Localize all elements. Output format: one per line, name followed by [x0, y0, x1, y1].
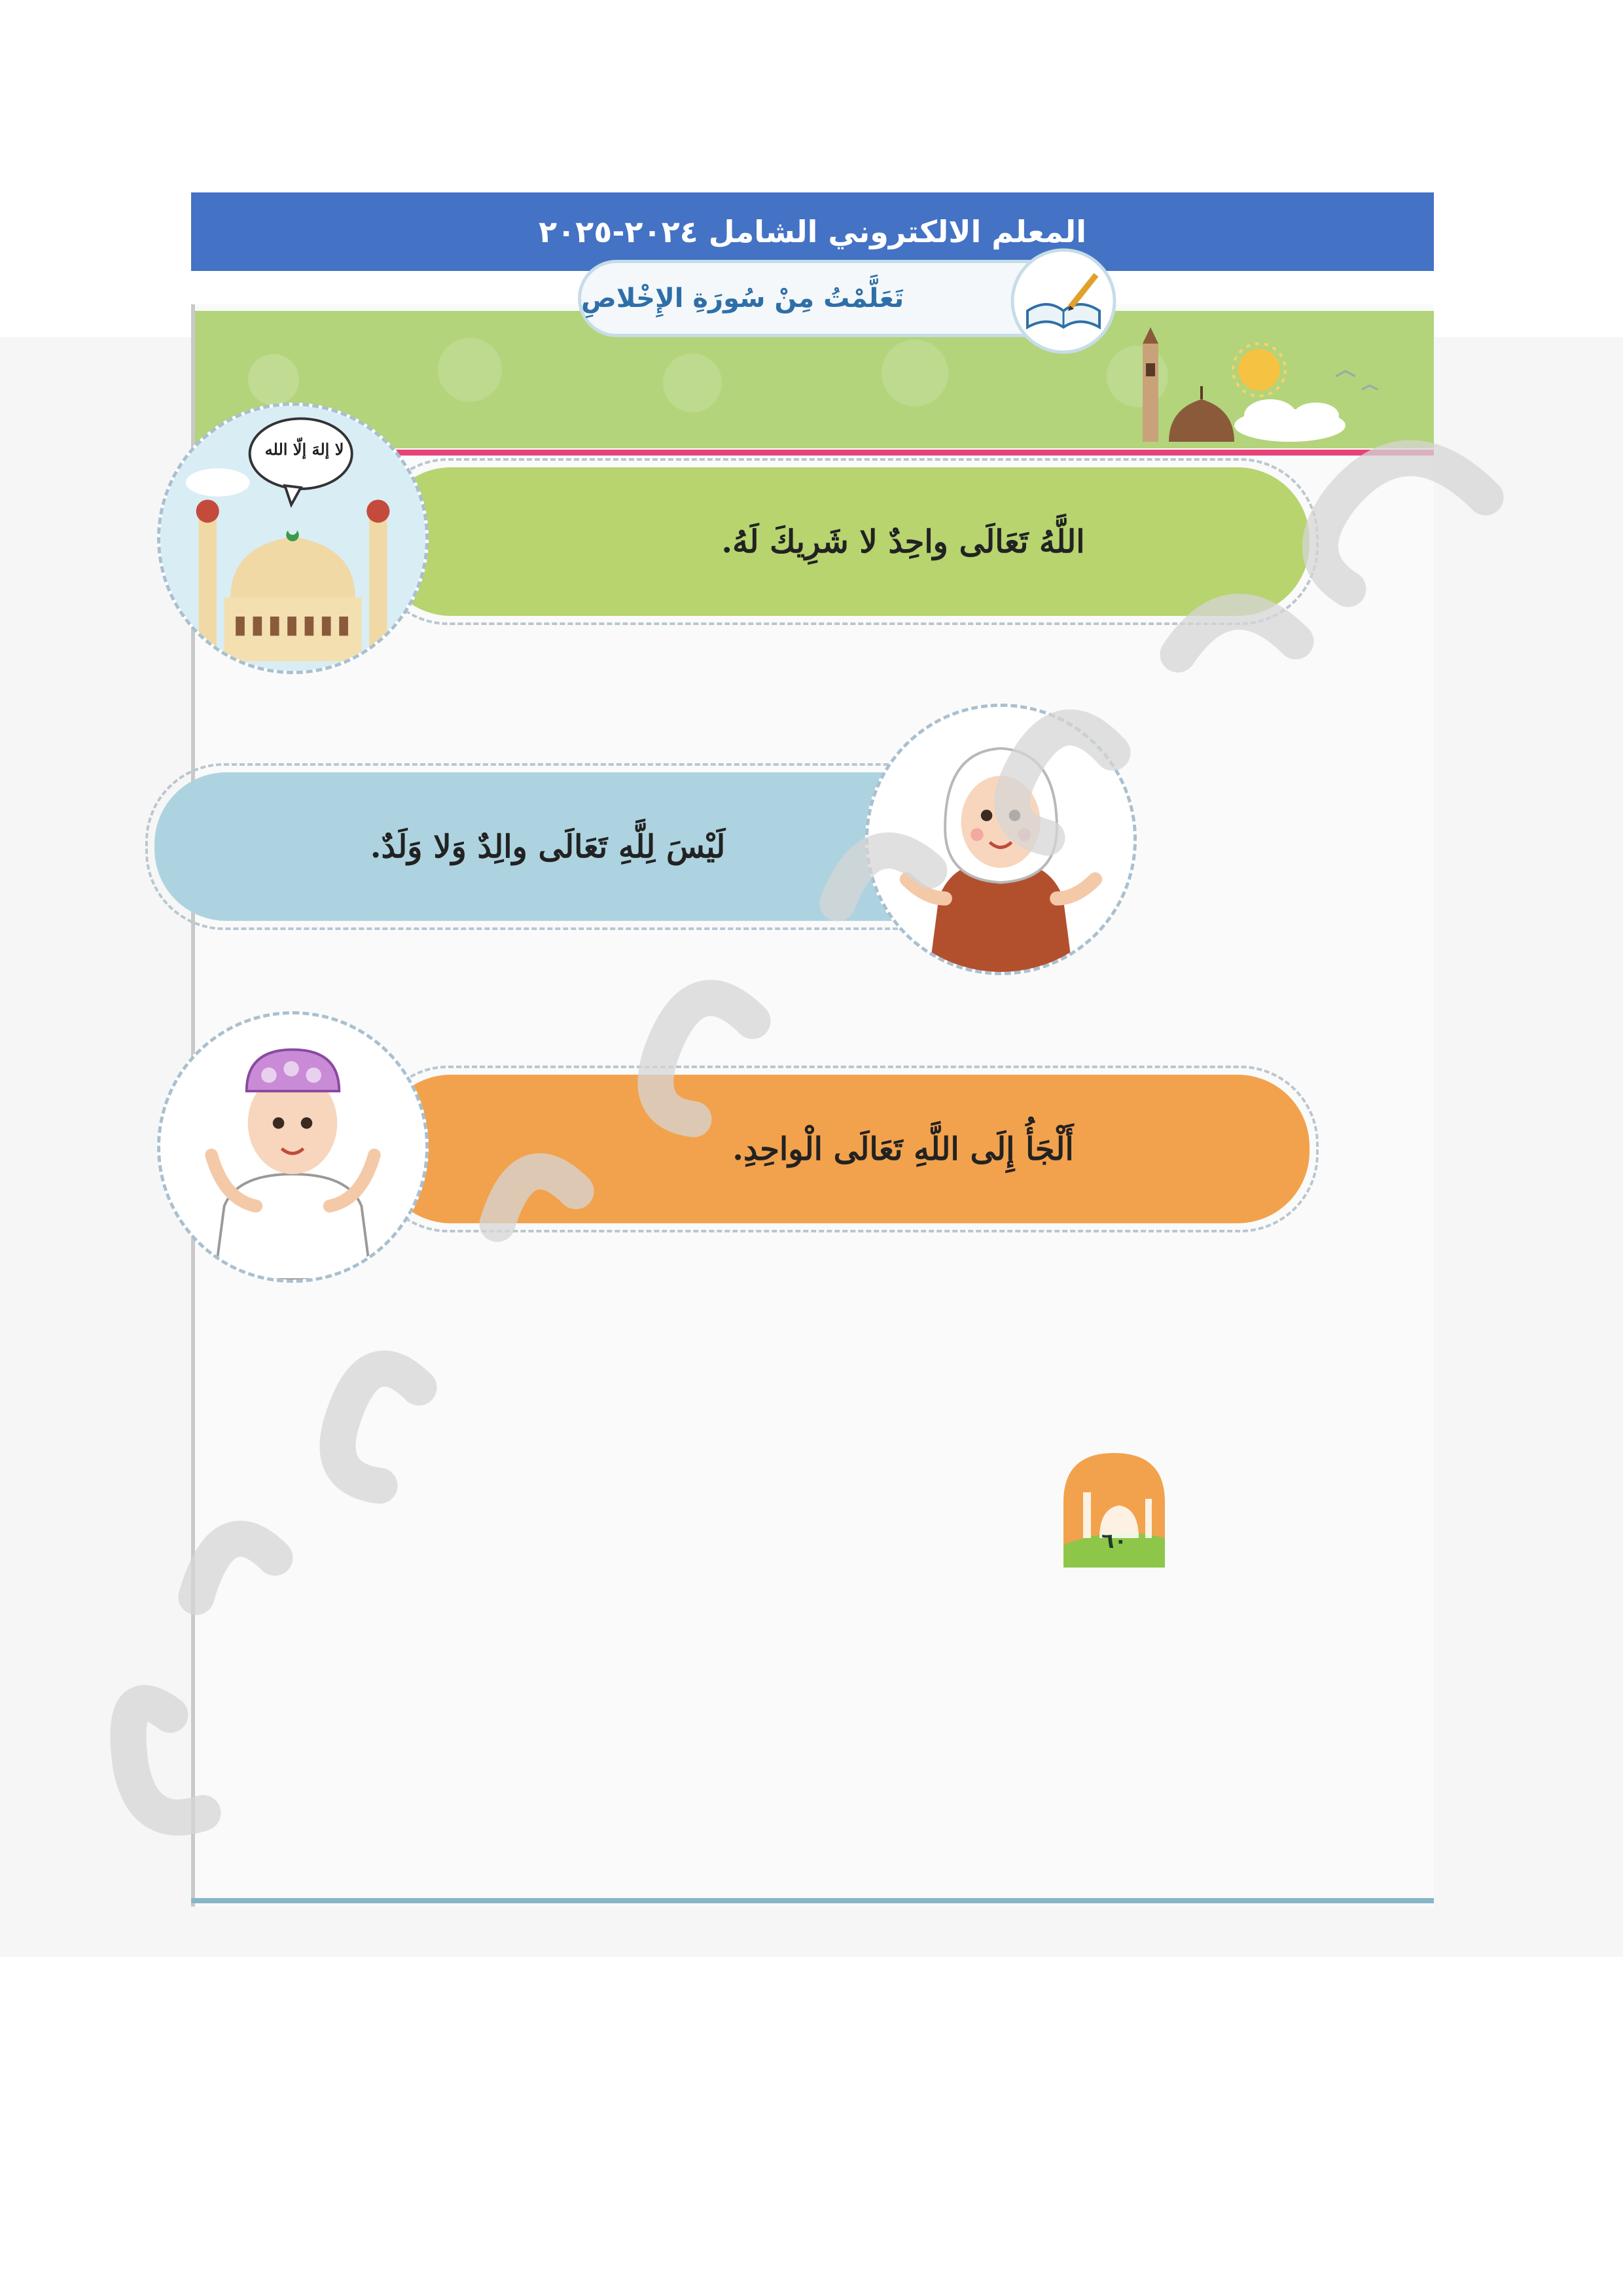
- page-number: ٦٠: [1101, 1528, 1128, 1553]
- speech-bubble-text: لا إلهَ إلّا الله: [264, 440, 344, 459]
- girl-image: [865, 704, 1137, 975]
- banner-title: المعلم الالكتروني الشامل ٢٠٢٤-٢٠٢٥: [539, 214, 1086, 249]
- statement-text-3: أَلْجَأُ إِلَى اللَّهِ تَعَالَى الْواحِدِ.: [732, 1130, 1074, 1168]
- statement-text-2: لَيْسَ لِلَّهِ تَعَالَى والِدٌ وَلا وَلَدٌ.: [370, 828, 726, 865]
- lesson-title: تَعَلَّمْتُ مِنْ سُورَةِ الإِخْلاصِ: [581, 283, 904, 314]
- boy-praying-icon: [160, 1014, 425, 1280]
- page-number-badge: [1057, 1446, 1171, 1568]
- girl-hijab-icon: [868, 707, 1133, 972]
- mosque-image: [157, 403, 429, 674]
- open-book-icon: [1008, 245, 1119, 357]
- page-bottom-border: [191, 1898, 1434, 1903]
- site-banner: [191, 192, 1434, 271]
- statement-card-3: [370, 1066, 1319, 1232]
- statement-text-1: اللَّهُ تَعَالَى واحِدٌ لا شَرِيكَ لَهُ.: [721, 523, 1085, 560]
- boy-image: [157, 1011, 429, 1283]
- statement-card-1: [370, 458, 1319, 625]
- mosque-sun-icon: [1139, 317, 1414, 448]
